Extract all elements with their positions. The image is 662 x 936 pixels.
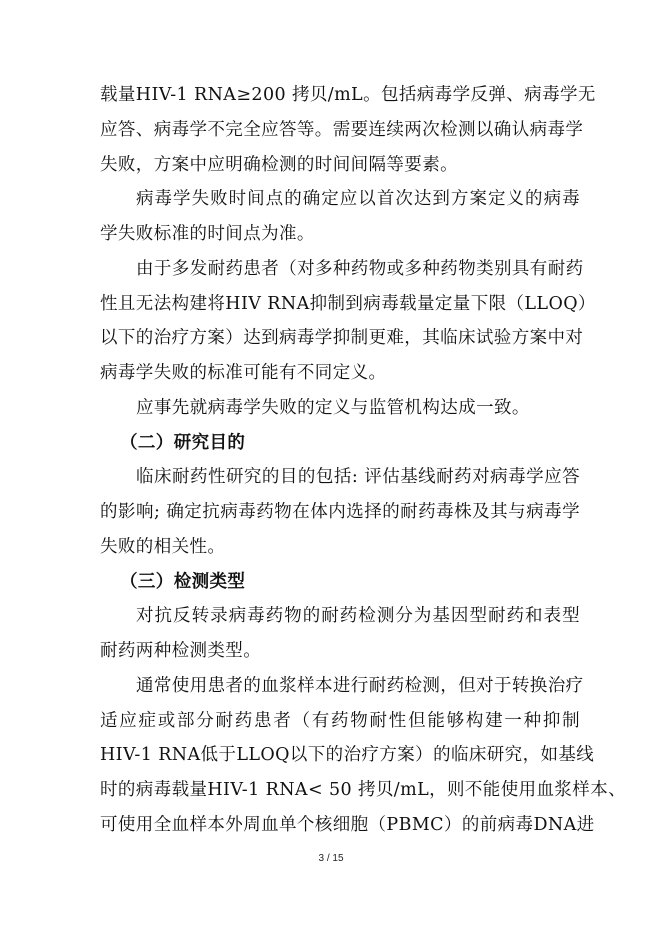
text-line: 临床耐药性研究的目的包括: 评估基线耐药对病毒学应答 (136, 467, 580, 488)
page-number: 3 / 15 (318, 853, 344, 864)
section-heading: （三）检测类型 (120, 571, 246, 592)
text-line: 学失败标准的时间点为准。 (100, 224, 315, 245)
text-line: 失败，方案中应明确检测的时间间隔等要素。 (100, 154, 458, 175)
text-line: 以下的治疗方案）达到病毒学抑制更难，其临床试验方案中对 (100, 328, 584, 349)
text-line: 性且无法构建将HIV RNA抑制到病毒载量定量下限（LLOQ） (100, 293, 596, 314)
text-line: 通常使用患者的血浆样本进行耐药检测，但对于转换治疗 (136, 675, 584, 696)
text-line: 病毒学失败时间点的确定应以首次达到方案定义的病毒 (136, 189, 580, 210)
text-line: 应事先就病毒学失败的定义与监管机构达成一致。 (136, 397, 530, 418)
text-line: 应答、病毒学不完全应答等。需要连续两次检测以确认病毒学 (100, 119, 584, 140)
text-line: 适应症或部分耐药患者（有药物耐性但能够构建一种抑制 (100, 710, 580, 731)
text-line: 对抗反转录病毒药物的耐药检测分为基因型耐药和表型 (136, 606, 580, 627)
text-line: 耐药两种检测类型。 (100, 641, 262, 662)
text-line: 的影响; 确定抗病毒药物在体内选择的耐药毒株及其与病毒学 (100, 502, 580, 523)
text-line: 病毒学失败的标准可能有不同定义。 (100, 363, 387, 384)
text-line: 失败的相关性。 (100, 536, 226, 557)
text-line: 可使用全血样本外周血单个核细胞（PBMC）的前病毒DNA进 (100, 815, 595, 835)
section-heading: （二）研究目的 (120, 432, 246, 453)
text-line: 时的病毒载量HIV-1 RNA< 50 拷贝/mL，则不能使用血浆样本、 (100, 780, 627, 801)
text-line: 由于多发耐药患者（对多种药物或多种药物类别具有耐药 (136, 258, 584, 279)
text-line: HIV-1 RNA低于LLOQ以下的治疗方案）的临床研究，如基线 (100, 745, 595, 766)
text-line: 载量HIV-1 RNA≥200 拷贝/mL。包括病毒学反弹、病毒学无 (100, 85, 596, 105)
